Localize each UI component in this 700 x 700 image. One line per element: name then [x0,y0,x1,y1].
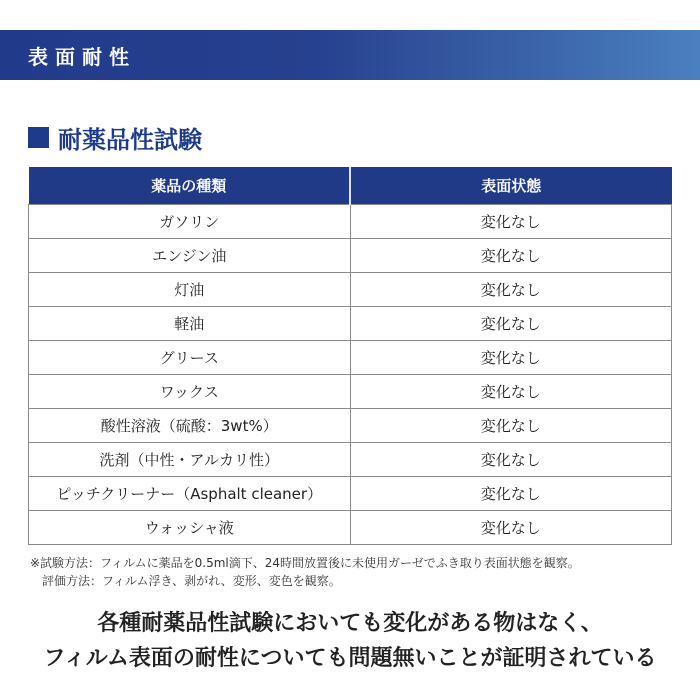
result-cell: 変化なし [350,307,672,341]
result-cell: 変化なし [350,443,672,477]
result-cell: 変化なし [350,239,672,273]
column-header-result: 表面状態 [350,167,672,205]
section-heading [28,120,700,155]
conclusion-line-2: フィルム表面の耐性についても問題無いことが証明されている [43,646,657,672]
result-cell: 変化なし [350,375,672,409]
table-row [29,239,672,273]
chemical-cell: 軽油 [29,307,351,341]
table-row [29,273,672,307]
result-cell: 変化なし [350,205,672,239]
chemical-cell: 洗剤（中性・アルカリ性） [29,443,351,477]
table-row [29,205,672,239]
footnote [30,554,700,590]
banner-title: 表面耐性 [28,44,136,69]
footnote-line-1: ※試験方法：フィルムに薬品を0.5ml滴下、24時間放置後に未使用ガーゼでふき取り表面状態を観察。 [30,556,580,570]
section-heading-label: 耐薬品性試験 [58,126,202,154]
result-cell: 変化なし [350,341,672,375]
table-row [29,511,672,545]
chemical-cell: エンジン油 [29,239,351,273]
conclusion-line-1: 各種耐薬品性試験においても変化がある物はなく、 [97,611,603,636]
conclusion [0,606,700,676]
table-header-row [29,167,672,205]
footnote-line-2: 評価方法：フィルム浮き、剥がれ、変形、変色を観察。 [42,574,341,588]
result-cell: 変化なし [350,477,672,511]
table-row [29,409,672,443]
result-cell: 変化なし [350,409,672,443]
chemical-cell: ワックス [29,375,351,409]
page-banner [0,30,700,80]
result-cell: 変化なし [350,511,672,545]
chemical-cell: ピッチクリーナー（Asphalt cleaner） [29,477,351,511]
table-row [29,443,672,477]
table-row [29,477,672,511]
table-row [29,341,672,375]
column-header-chemical: 薬品の種類 [29,167,351,205]
table-row [29,375,672,409]
chemical-cell: 灯油 [29,273,351,307]
result-cell: 変化なし [350,273,672,307]
square-bullet-icon [28,127,49,148]
chemical-cell: 酸性溶液（硫酸：3wt%） [29,409,351,443]
chemical-cell: ウォッシャ液 [29,511,351,545]
chemical-resistance-table [28,167,672,545]
table-row [29,307,672,341]
chemical-cell: グリース [29,341,351,375]
chemical-cell: ガソリン [29,205,351,239]
